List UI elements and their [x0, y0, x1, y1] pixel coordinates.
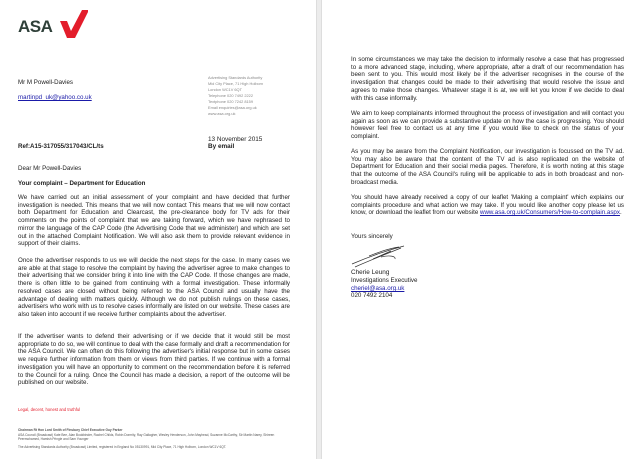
footer — [18, 428, 280, 449]
leaflet-paragraph — [351, 194, 624, 217]
body-paragraph: If the advertiser wants to defend their advertising or if we decide that it would still be most appropriate to do so, we will continue to deal with the case formally and draft a recommendation for the ASA Council. We can often do this following the advertiser's initial response but in some cases we require further information from them or views from third parties. If we continue with a formal investigation you will have an opportunity to comment on the recommendation before it is referred to the Council for a ruling. Once the Council has made a decision, a report of the outcome will be published on our website. — [18, 333, 290, 387]
letter-page-2 — [322, 0, 640, 459]
period: . — [619, 209, 622, 217]
signature-icon — [351, 244, 407, 268]
recipient-name: Mr M Powell-Davies — [18, 79, 74, 86]
address-line: Advertising Standards Authority — [208, 75, 263, 80]
signatory-phone: 020 7492 2104 — [351, 292, 393, 299]
letter-date: 13 November 2015 — [208, 136, 263, 143]
address-line: Textphone 020 7242 8159 — [208, 99, 253, 104]
footer-line: Chairman Rt Hon Lord Smith of Finsbury Chief Executive Guy Parker — [18, 428, 123, 432]
address-line: Telephone 020 7492 2222 — [208, 93, 253, 98]
logo-text: ASA — [18, 17, 53, 36]
body-paragraph: We have carried out an initial assessment of your complaint and have decided that further investigation is needed. This means that we will now contact This means that we will now contact both Department for Education and Clearcast, the pre-clearance body for TV ads for their comments on the points of complaint that we are taking forward, which we have rephrased to mirror the language of the CAP Code (the Advertising Code that we administer) and which are set out in the attached Complaint Notification. We will also ask them to provide relevant evidence in support of their claims. — [18, 194, 290, 248]
footer-line: ASA Council (Broadcast) Kate Bee, Alan Bookbinder, Rachel Childs, Robin Dormity, Ray Gallagher, Wesley Henderson, John Mayhead, Suzanne McCarthy, Sir Martin Narey, Shireen Peermohamed, Hamish Pringle and Sam Younger — [18, 432, 275, 442]
signatory-email-link[interactable]: cheriel@asa.org.uk — [351, 285, 405, 292]
sender-address — [208, 75, 263, 117]
signatory-name: Cherie Leung — [351, 269, 390, 276]
address-line: Email enquiries@asa.org.uk — [208, 105, 257, 110]
subject-heading: Your complaint – Department for Education — [18, 180, 146, 187]
recipient-email-link[interactable]: martinpd_uk@yahoo.co.uk — [18, 94, 92, 101]
address-line: Mid City Place, 71 High Holborn — [208, 81, 264, 86]
body-paragraph: As you may be aware from the Complaint Notification, our investigation is focussed on the TV ad. You may also be aware that the content of the TV ad is also replicated on the website of Department for Education and their social media pages. Therefore, it is worth noting at this stage that the outcome of the ASA Council's ruling will be applicable to ads in both broadcast and non-broadcast media. — [351, 148, 624, 186]
body-paragraph: We aim to keep complainants informed throughout the process of investigation and will contact you again as soon as we can provide a substantive update on how the case is progressing. You should however feel free to contact us at any time if you would like to check on the status of your complaint. — [351, 110, 624, 141]
footer-line: The Advertising Standards Authority (Broadcast) Limited, registered in England No 05130991, Mid City Place, 71 High Holborn, London WC1V 6QT. — [18, 444, 227, 449]
complain-link[interactable]: www.asa.org.uk/Consumers/How-to-complain.aspx — [479, 209, 620, 217]
letter-page-1 — [0, 0, 316, 459]
body-paragraph: Once the advertiser responds to us we will decide the next steps for the case. In many cases we are able at that stage to resolve the complaint by having the advertiser agree to make changes to their advertising that we consider bring it into line with the CAP Code. If those changes are made, there is often little to be gained from continuing with a formal investigation. These informally resolved cases are closed without being referred to the ASA Council and usually have the advantage of dealing with matters quickly. Although we do not publish rulings on these cases, advertisers who work with us to resolve cases informally are listed on our website. These cases are also taken into account if we receive further complaints about the advertiser. — [18, 257, 290, 318]
signatory-title: Investigations Executive — [351, 277, 418, 284]
leaflet-text: You should have already received a copy of our leaflet 'Making a complaint' which explains our complaints procedure and what action we may take. If you would like another copy please let us know, or download the leaflet from our website — [351, 194, 624, 217]
body-paragraph: In some circumstances we may take the decision to informally resolve a case that has progressed to a more advanced stage, including, where appropriate, after a draft of our recommendation has been sent to you. This would most likely be if the advertiser recognises in the course of the investigation that changes could be made to their advertising that would resolve the issue and agrees to make those changes. Whatever stage it is at, we will let you know if we decide to deal with this case informally. — [351, 56, 624, 102]
delivery-method: By email — [208, 143, 235, 150]
salutation: Dear Mr Powell-Davies — [18, 165, 82, 172]
tagline: Legal, decent, honest and truthful — [18, 407, 81, 412]
closing: Yours sincerely — [351, 233, 393, 240]
address-line: www.asa.org.uk — [208, 111, 236, 116]
asa-logo — [18, 9, 86, 39]
reference: Ref:A15-317055/317043/CL/ts — [18, 143, 104, 150]
tick-icon — [58, 9, 88, 39]
address-line: London WC1V 6QT — [208, 87, 242, 92]
